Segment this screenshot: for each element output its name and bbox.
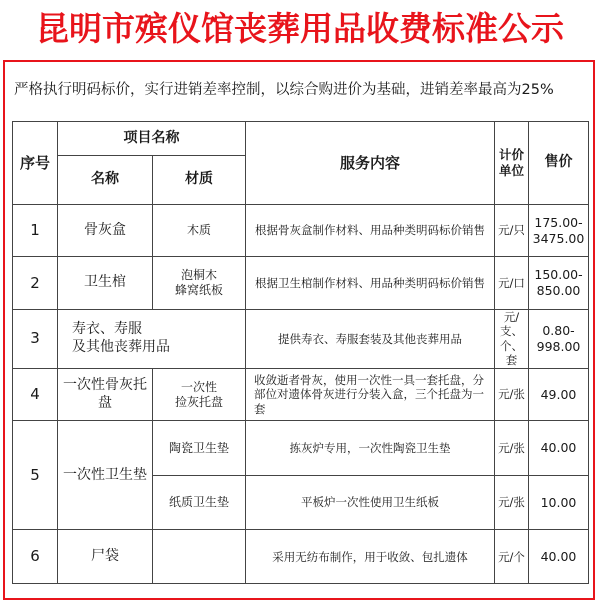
header-seq: 序号 (13, 122, 58, 205)
row-price: 150.00- 850.00 (529, 257, 589, 310)
table-row (13, 309, 589, 368)
row-unit: 元/只 (495, 204, 529, 257)
row-unit: 元/口 (495, 257, 529, 310)
row-price: 40.00 (529, 421, 589, 476)
row-price: 49.00 (529, 368, 589, 421)
row-seq: 5 (13, 421, 58, 530)
row-service: 根据卫生棺制作材料、用品种类明码标价销售 (246, 257, 495, 310)
row-seq: 2 (13, 257, 58, 310)
row-name: 一次性卫生垫 (58, 421, 153, 530)
notice-subtitle: 严格执行明码标价，实行进销差率控制，以综合购进价为基础，进销差率最高为25% (14, 82, 554, 98)
row-service: 拣灰炉专用，一次性陶瓷卫生垫 (246, 421, 495, 476)
row-material: 陶瓷卫生垫 (153, 421, 246, 476)
header-price: 售价 (529, 122, 589, 205)
header-material: 材质 (153, 156, 246, 204)
row-seq: 6 (13, 530, 58, 584)
table-row (13, 204, 589, 257)
row-seq: 1 (13, 204, 58, 257)
row-material: 纸质卫生垫 (153, 475, 246, 530)
row-price: 0.80- 998.00 (529, 309, 589, 368)
header-unit: 计价单位 (495, 122, 529, 205)
table-row (13, 421, 589, 476)
fee-table (12, 121, 589, 584)
row-unit: 元/张 (495, 421, 529, 476)
row-seq: 3 (13, 309, 58, 368)
row-unit: 元/张 (495, 368, 529, 421)
row-service: 根据骨灰盒制作材料、用品种类明码标价销售 (246, 204, 495, 257)
row-price: 40.00 (529, 530, 589, 584)
notice-title: 昆明市殡仪馆丧葬用品收费标准公示 (36, 8, 564, 48)
row-service: 采用无纺布制作，用于收敛、包扎遗体 (246, 530, 495, 584)
row-service: 平板炉一次性使用卫生纸板 (246, 475, 495, 530)
row-service: 提供寿衣、寿服套装及其他丧葬用品 (246, 309, 495, 368)
table-row (13, 368, 589, 421)
row-material: 木质 (153, 204, 246, 257)
header-item-name: 项目名称 (58, 122, 246, 156)
row-price: 175.00- 3475.00 (529, 204, 589, 257)
header-row-top (13, 122, 589, 156)
row-service: 收敛逝者骨灰，使用一次性一具一套托盘，分部位对遗体骨灰进行分装入盒，三个托盘为一套 (246, 368, 495, 421)
row-material: 泡桐木 蜂窝纸板 (153, 257, 246, 310)
row-name: 卫生棺 (58, 257, 153, 310)
row-price: 10.00 (529, 475, 589, 530)
header-name: 名称 (58, 156, 153, 204)
row-name: 尸袋 (58, 530, 153, 584)
table-row (13, 530, 589, 584)
row-unit: 元/个 (495, 530, 529, 584)
row-unit: 元/支、 个、套 (495, 309, 529, 368)
row-material (153, 530, 246, 584)
header-service: 服务内容 (246, 122, 495, 205)
table-row (13, 257, 589, 310)
row-seq: 4 (13, 368, 58, 421)
row-name: 寿衣、寿服 及其他丧葬用品 (58, 309, 246, 368)
row-unit: 元/张 (495, 475, 529, 530)
row-name: 骨灰盒 (58, 204, 153, 257)
row-material: 一次性 捡灰托盘 (153, 368, 246, 421)
row-name: 一次性骨灰托盘 (58, 368, 153, 421)
